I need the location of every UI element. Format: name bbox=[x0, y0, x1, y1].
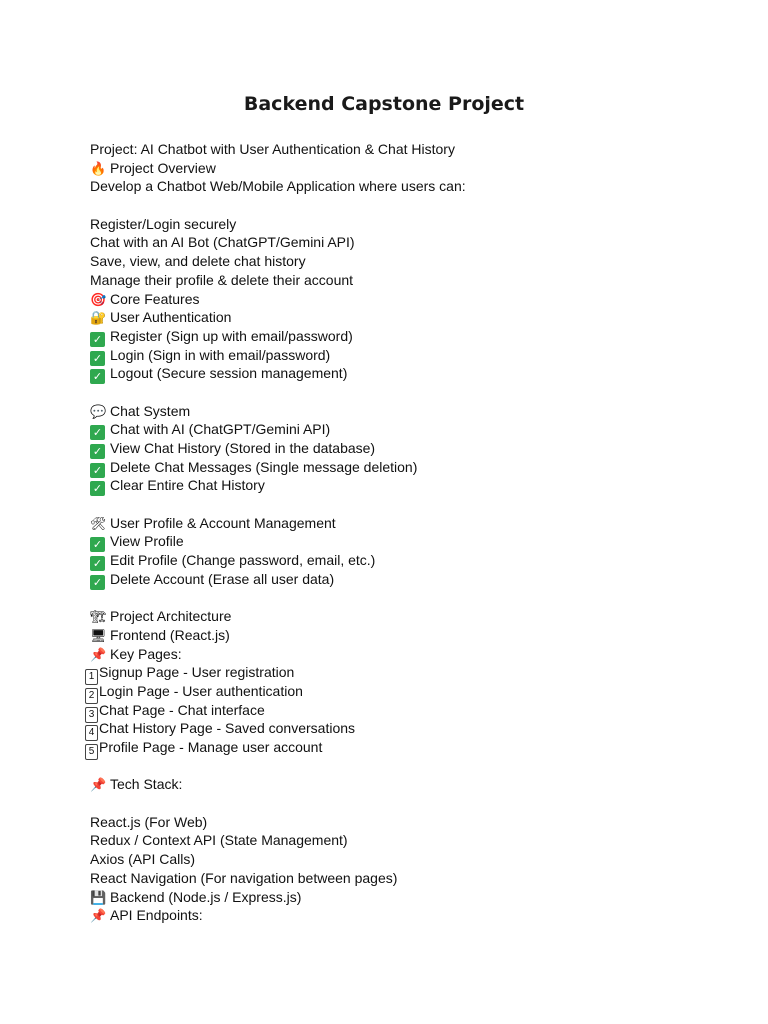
document-line bbox=[90, 831, 730, 850]
line-text: Backend (Node.js / Express.js) bbox=[110, 888, 302, 905]
document-line bbox=[90, 532, 730, 551]
line-text: Signup Page - User registration bbox=[99, 664, 295, 681]
line-text: Core Features bbox=[110, 290, 200, 307]
pushpin-icon: 📌 bbox=[90, 646, 107, 662]
document-line bbox=[90, 233, 730, 252]
page-title: Backend Capstone Project bbox=[243, 93, 525, 115]
line-text: View Chat History (Stored in the database) bbox=[110, 440, 376, 456]
document-line bbox=[85, 663, 730, 682]
line-text: Project Architecture bbox=[110, 608, 232, 625]
line-text: Chat Page - Chat interface bbox=[99, 701, 265, 718]
line-text: Delete Chat Messages (Single message deletion) bbox=[110, 458, 418, 475]
document-line bbox=[90, 327, 730, 346]
document-line bbox=[90, 420, 730, 439]
check-icon: ✓ bbox=[90, 556, 105, 571]
document-line bbox=[90, 813, 730, 832]
keycap-five-icon: 5 bbox=[85, 744, 98, 760]
line-text: Manage their profile & delete their account bbox=[90, 271, 354, 288]
line-text: React Navigation (For navigation between pages) bbox=[90, 869, 398, 886]
pushpin-icon: 📌 bbox=[90, 908, 107, 924]
line-text: Frontend (React.js) bbox=[110, 626, 230, 643]
line-text: React.js (For Web) bbox=[90, 813, 208, 830]
check-icon: ✓ bbox=[90, 463, 105, 478]
keycap-four-icon: 4 bbox=[85, 725, 98, 741]
line-text: Axios (API Calls) bbox=[90, 851, 196, 868]
fire-icon: 🔥 bbox=[90, 160, 107, 176]
document-line bbox=[85, 682, 730, 701]
blank-line bbox=[90, 757, 730, 776]
document-line bbox=[85, 738, 730, 757]
line-text: Chat System bbox=[110, 402, 191, 419]
document-line bbox=[90, 570, 730, 589]
keycap-one-icon: 1 bbox=[85, 669, 98, 685]
document-line bbox=[90, 888, 730, 907]
line-text: Redux / Context API (State Management) bbox=[90, 832, 348, 849]
line-text: Register (Sign up with email/password) bbox=[110, 327, 353, 344]
blank-line bbox=[90, 495, 730, 514]
check-icon: ✓ bbox=[90, 369, 105, 384]
line-text: Register/Login securely bbox=[90, 215, 237, 232]
construction-icon: 🏗 bbox=[90, 609, 107, 625]
document-line bbox=[90, 271, 730, 290]
document-line bbox=[90, 906, 730, 925]
document-line bbox=[90, 402, 730, 421]
document-line bbox=[90, 626, 730, 645]
line-text: View Profile bbox=[110, 533, 184, 550]
document-line bbox=[90, 159, 730, 178]
document-line bbox=[90, 346, 730, 365]
line-text: Clear Entire Chat History bbox=[110, 477, 265, 494]
check-icon: ✓ bbox=[90, 351, 105, 366]
document-line bbox=[90, 215, 730, 234]
line-text: Key Pages: bbox=[110, 645, 182, 662]
document-line bbox=[90, 308, 730, 327]
document-line bbox=[90, 551, 730, 570]
document-line bbox=[90, 290, 730, 309]
check-icon: ✓ bbox=[90, 481, 105, 496]
line-text: Project: AI Chatbot with User Authentication & Chat History bbox=[90, 141, 455, 157]
line-text: Logout (Secure session management) bbox=[110, 365, 348, 382]
pushpin-icon: 📌 bbox=[90, 777, 107, 793]
speech-bubble-icon: 💬 bbox=[90, 403, 107, 419]
document-line bbox=[90, 439, 730, 458]
tools-icon: 🛠 bbox=[90, 515, 107, 531]
line-text: API Endpoints: bbox=[110, 907, 203, 924]
document-line bbox=[85, 719, 730, 738]
document-line bbox=[90, 476, 730, 495]
document-line bbox=[90, 645, 730, 664]
document-line bbox=[90, 458, 730, 477]
line-text: Save, view, and delete chat history bbox=[90, 253, 306, 270]
document-line bbox=[90, 177, 730, 196]
document-line bbox=[90, 775, 730, 794]
keycap-three-icon: 3 bbox=[85, 707, 98, 723]
lock-icon: 🔐 bbox=[90, 310, 107, 326]
check-icon: ✓ bbox=[90, 444, 105, 459]
blank-line bbox=[90, 196, 730, 215]
check-icon: ✓ bbox=[90, 425, 105, 440]
line-text: Login (Sign in with email/password) bbox=[110, 346, 331, 363]
check-icon: ✓ bbox=[90, 575, 105, 590]
blank-line bbox=[90, 589, 730, 608]
floppy-disk-icon: 💾 bbox=[90, 889, 107, 905]
line-text: Project Overview bbox=[110, 159, 216, 176]
document-line bbox=[90, 514, 730, 533]
check-icon: ✓ bbox=[90, 332, 105, 347]
document-line bbox=[90, 869, 730, 888]
document-line bbox=[90, 607, 730, 626]
check-icon: ✓ bbox=[90, 537, 105, 552]
line-text: Chat History Page - Saved conversations bbox=[99, 720, 356, 737]
line-text: Chat with AI (ChatGPT/Gemini API) bbox=[110, 421, 331, 438]
line-text: Profile Page - Manage user account bbox=[99, 739, 323, 755]
keycap-two-icon: 2 bbox=[85, 688, 98, 704]
document-body bbox=[90, 140, 730, 925]
line-text: Chat with an AI Bot (ChatGPT/Gemini API) bbox=[90, 234, 355, 251]
line-text: Delete Account (Erase all user data) bbox=[110, 570, 335, 587]
document-line bbox=[90, 252, 730, 271]
document-line bbox=[90, 364, 730, 383]
line-text: Edit Profile (Change password, email, etc.) bbox=[110, 552, 376, 569]
blank-line bbox=[90, 383, 730, 402]
document-line bbox=[90, 140, 730, 159]
line-text: Tech Stack: bbox=[110, 776, 183, 793]
line-text: Login Page - User authentication bbox=[99, 682, 303, 699]
line-text: Develop a Chatbot Web/Mobile Application where users can: bbox=[90, 178, 466, 195]
target-icon: 🎯 bbox=[90, 291, 107, 307]
line-text: User Profile & Account Management bbox=[110, 514, 336, 531]
line-text: User Authentication bbox=[110, 309, 232, 326]
document-line bbox=[85, 701, 730, 720]
document-line bbox=[90, 850, 730, 869]
blank-line bbox=[90, 794, 730, 813]
monitor-icon: 🖥 bbox=[90, 627, 107, 643]
